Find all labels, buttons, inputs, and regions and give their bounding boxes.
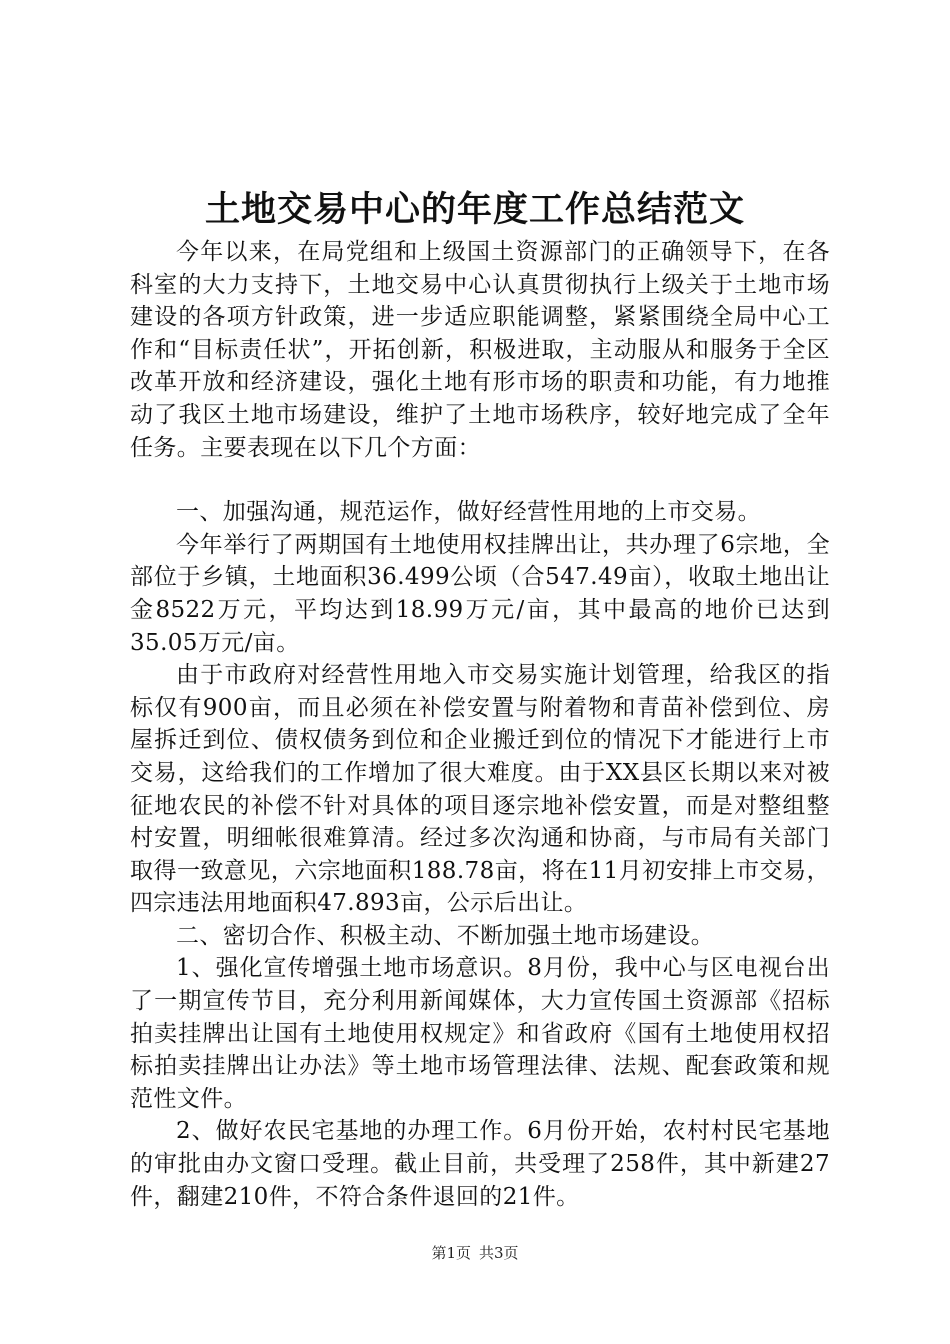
body-paragraph: 由于市政府对经营性用地入市交易实施计划管理，给我区的指标仅有900亩，而且必须在补偿安置与附着物和青苗补偿到位、房屋拆迁到位、债权债务到位和企业搬迁到位的情况下才能进行上市交易，这给我们的工作增加了很大难度。由于XX县区长期以来对被征地农民的补偿不针对具体的项目逐宗地补偿安置，而是对整组整村安置，明细帐很难算清。经过多次沟通和协商，与市局有关部门取得一致意见，六宗地面积188.78亩，将在11月初安排上市交易，四宗违法用地面积47.893亩，公示后出让。 bbox=[130, 662, 830, 917]
body-paragraph: 1、强化宣传增强土地市场意识。8月份，我中心与区电视台出了一期宣传节目，充分利用新闻媒体，大力宣传国土资源部《招标拍卖挂牌出让国有土地使用权规定》和省政府《国有土地使用权招标拍卖挂牌出让办法》等土地市场管理法律、法规、配套政策和规范性文件。 bbox=[130, 955, 830, 1112]
section-heading-2: 二、密切合作、积极主动、不断加强土地市场建设。 bbox=[176, 922, 715, 949]
body-paragraph: 今年举行了两期国有土地使用权挂牌出让，共办理了6宗地，全部位于乡镇，土地面积36.499公顷（合547.49亩），收取土地出让金8522万元，平均达到18.99万元/亩，其中最高的地价已达到35.05万元/亩。 bbox=[130, 531, 830, 656]
intro-paragraph: 今年以来，在局党组和上级国土资源部门的正确领导下，在各科室的大力支持下，土地交易中心认真贯彻执行上级关于土地市场建设的各项方针政策，进一步适应职能调整，紧紧围绕全局中心工作和“目标责任状”，开拓创新，积极进取，主动服从和服务于全区改革开放和经济建设，强化土地有形市场的职责和功能，有力地推动了我区土地市场建设，维护了土地市场秩序，较好地完成了全年任务。主要表现在以下几个方面： bbox=[130, 239, 830, 461]
page-total: 共3页 bbox=[479, 1244, 519, 1262]
body-paragraph: 2、做好农民宅基地的办理工作。6月份开始，农村村民宅基地的审批由办文窗口受理。截止目前，共受理了258件，其中新建27件，翻建210件，不符合条件退回的21件。 bbox=[130, 1118, 830, 1210]
page-number: 第1页 bbox=[431, 1244, 471, 1262]
section-heading-1: 一、加强沟通，规范运作，做好经营性用地的上市交易。 bbox=[176, 499, 761, 526]
page-footer bbox=[0, 1243, 950, 1263]
document-title: 土地交易中心的年度工作总结范文 bbox=[204, 190, 745, 230]
document-body bbox=[130, 236, 830, 1213]
